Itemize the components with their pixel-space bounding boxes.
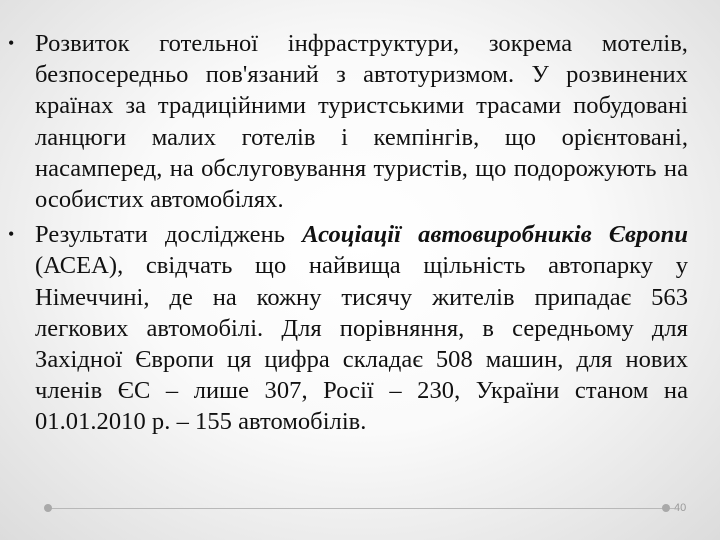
bullet-text-segment: (АСЕА), свідчать що найвища щільність автопарку у Німеччині, де на кожну тисячу жителів припадає 563 легкових автомобілі. Для порівняння, в середньому для Західної Європи ця цифра складає 508 машин, для нових членів ЄС – лише 307, Росії – 230, України станом на 01.01.2010 р. – 155 автомобілів. (35, 252, 688, 436)
bullet-item (8, 28, 688, 215)
bullet-text-emphasis: Асоціації автовиробників Європи (302, 221, 688, 249)
bullet-text (35, 28, 688, 215)
bullet-marker-icon: • (8, 33, 15, 53)
footer-dot-icon (662, 504, 670, 512)
bullet-text (35, 219, 688, 437)
bullet-text-segment: Розвиток готельної інфраструктури, зокрема мотелів, безпосередньо пов'язаний з автотуризмом. У розвинених країнах за традиційними туристськими трасами побудовані ланцюги малих готелів і кемпінгів, що орієнтовані, насамперед, на обслуговування туристів, що подорожують на особистих автомобілях. (35, 30, 688, 214)
footer-divider (48, 508, 674, 509)
bullet-marker-icon: • (8, 224, 15, 245)
footer-dot-icon (44, 504, 52, 512)
slide-body (8, 28, 688, 442)
bullet-item (8, 219, 688, 437)
page-number: 40 (674, 502, 687, 514)
bullet-text-segment: Результати досліджень (35, 221, 303, 249)
